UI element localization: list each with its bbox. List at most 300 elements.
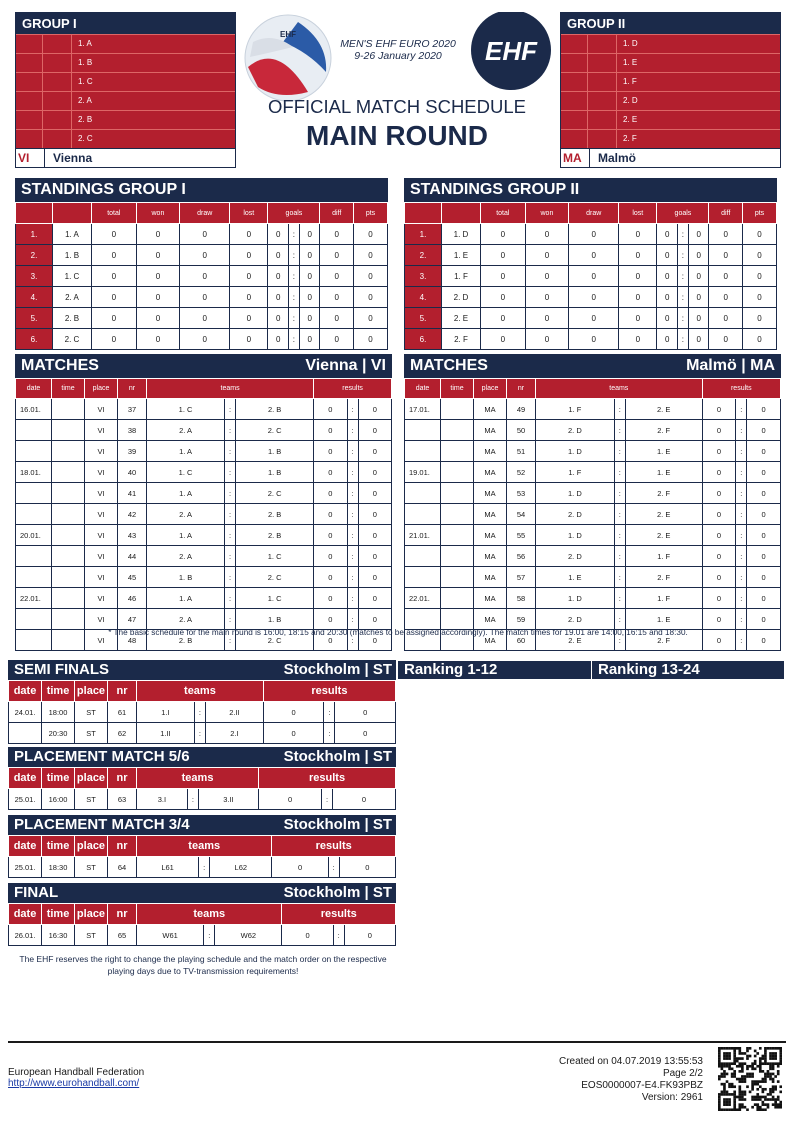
standings-team: 2. C — [53, 329, 92, 350]
match-row — [405, 504, 781, 525]
standings-row — [16, 329, 388, 350]
match-home-score: 0 — [702, 441, 736, 462]
group-team-name: 1. F — [623, 77, 637, 86]
match-score-sep: : — [347, 504, 358, 525]
event-title: MEN'S EHF EURO 2020 — [340, 38, 456, 50]
finals-block — [8, 815, 396, 878]
match-nr: 46 — [118, 588, 147, 609]
standings-rank: 2. — [405, 245, 442, 266]
match-vs-sep: : — [225, 441, 236, 462]
match-place: MA — [474, 525, 507, 546]
disclaimer: The EHF reserves the right to change the playing schedule and the match order on the respective playing days due to TV-transmission requirements! — [19, 954, 387, 976]
standings-total: 0 — [92, 329, 137, 350]
match-place: VI — [85, 546, 118, 567]
standings-rank: 5. — [16, 308, 53, 329]
standings-goals-for: 0 — [268, 224, 288, 245]
standings-diff: 0 — [709, 329, 743, 350]
standings-row — [16, 266, 388, 287]
match-date: 16.01. — [16, 399, 52, 420]
matches-vienna — [15, 354, 392, 651]
standings-pts: 0 — [354, 329, 388, 350]
match-vs-sep: : — [187, 789, 198, 810]
match-header: date — [9, 681, 42, 702]
match-score-sep: : — [736, 504, 747, 525]
standings-rank: 5. — [405, 308, 442, 329]
standings-draw: 0 — [569, 287, 619, 308]
standings-goals-sep: : — [288, 245, 299, 266]
group-team-row — [16, 91, 235, 110]
standings-goals-for: 0 — [657, 266, 677, 287]
match-away-team: 2. B — [236, 525, 314, 546]
match-away-team: 2. C — [236, 630, 314, 651]
standings-goals-against: 0 — [688, 329, 708, 350]
match-away-score: 0 — [747, 546, 781, 567]
group-1-venue: Vienna — [53, 151, 93, 165]
match-nr: 55 — [507, 525, 536, 546]
ranking-13-24: Ranking 13-24 — [592, 661, 784, 679]
match-away-team: 1. C — [236, 546, 314, 567]
match-date — [16, 483, 52, 504]
match-row — [405, 483, 781, 504]
match-score-sep: : — [736, 525, 747, 546]
standings-pts: 0 — [743, 245, 777, 266]
match-header: place — [85, 379, 118, 399]
match-away-team: 2.II — [205, 702, 263, 723]
standings-row — [405, 308, 777, 329]
match-score-sep: : — [736, 546, 747, 567]
standings-won: 0 — [525, 245, 569, 266]
standings-goals-for: 0 — [657, 329, 677, 350]
match-home-score: 0 — [259, 789, 322, 810]
standings-header: goals — [268, 203, 320, 224]
match-vs-sep: : — [194, 702, 205, 723]
standings-pts: 0 — [354, 245, 388, 266]
match-row — [405, 441, 781, 462]
standings-won: 0 — [525, 329, 569, 350]
match-time — [441, 420, 474, 441]
finals-venue: Stockholm | ST — [283, 884, 392, 901]
match-away-team: 1. F — [625, 588, 702, 609]
schedule-heading: OFFICIAL MATCH SCHEDULE — [268, 96, 526, 117]
finals-venue: Stockholm | ST — [283, 816, 392, 833]
match-score-sep: : — [347, 420, 358, 441]
match-vs-sep: : — [614, 441, 625, 462]
standings-total: 0 — [481, 308, 526, 329]
standings-pts: 0 — [354, 266, 388, 287]
match-home-score: 0 — [702, 588, 736, 609]
match-place: VI — [85, 504, 118, 525]
match-home-team: 1. C — [147, 462, 225, 483]
standings-won: 0 — [136, 266, 180, 287]
match-place: MA — [474, 588, 507, 609]
standings-diff: 0 — [709, 224, 743, 245]
match-date — [9, 723, 42, 744]
standings-row — [16, 308, 388, 329]
standings-1-title: STANDINGS GROUP I — [15, 178, 388, 202]
standings-goals-against: 0 — [299, 287, 319, 308]
match-nr: 53 — [507, 483, 536, 504]
standings-team: 1. A — [53, 224, 92, 245]
standings-draw: 0 — [569, 308, 619, 329]
group-team-row — [561, 110, 780, 129]
match-date: 25.01. — [9, 789, 42, 810]
match-home-score: 0 — [702, 525, 736, 546]
standings-diff: 0 — [709, 287, 743, 308]
footer-org: European Handball Federation — [8, 1067, 145, 1078]
standings-team: 1. D — [442, 224, 481, 245]
match-place: ST — [75, 925, 108, 946]
match-away-team: 2. C — [236, 567, 314, 588]
match-vs-sep: : — [225, 588, 236, 609]
match-home-team: 1.I — [137, 702, 195, 723]
standings-diff: 0 — [320, 308, 354, 329]
standings-header: draw — [569, 203, 619, 224]
match-row — [9, 789, 396, 810]
match-place: ST — [75, 723, 108, 744]
match-date: 22.01. — [16, 588, 52, 609]
standings-team: 2. E — [442, 308, 481, 329]
standings-lost: 0 — [230, 224, 268, 245]
match-score-sep: : — [328, 857, 339, 878]
standings-lost: 0 — [230, 308, 268, 329]
standings-header: total — [481, 203, 526, 224]
match-row — [16, 567, 392, 588]
group-2-venue-code: MA — [561, 149, 590, 167]
standings-goals-for: 0 — [268, 245, 288, 266]
standings-row — [16, 287, 388, 308]
match-date — [405, 483, 441, 504]
match-nr: 56 — [507, 546, 536, 567]
match-home-score: 0 — [263, 723, 324, 744]
match-header: date — [405, 379, 441, 399]
standings-header: draw — [180, 203, 230, 224]
footer-version: Version: 2961 — [641, 1092, 703, 1103]
match-date: 25.01. — [9, 857, 42, 878]
match-score-sep: : — [347, 462, 358, 483]
match-away-team: 2. B — [236, 399, 314, 420]
standings-goals-for: 0 — [268, 329, 288, 350]
schedule-note: * The basic schedule for the main round is 16:00, 18:15 and 20:30 (matches to be assigned accordingly). The match times for 19.01 are 14:00, 16:15 and 18:30. — [108, 628, 688, 637]
match-vs-sep: : — [225, 609, 236, 630]
match-vs-sep: : — [204, 925, 215, 946]
match-nr: 58 — [507, 588, 536, 609]
match-place: ST — [75, 789, 108, 810]
finals-block — [8, 660, 396, 744]
match-header: time — [42, 836, 75, 857]
match-header: results — [314, 379, 392, 399]
match-nr: 60 — [507, 630, 536, 651]
standings-rank: 1. — [16, 224, 53, 245]
match-nr: 38 — [118, 420, 147, 441]
standings-total: 0 — [92, 287, 137, 308]
match-row — [16, 588, 392, 609]
standings-lost: 0 — [619, 245, 657, 266]
match-away-score: 0 — [747, 567, 781, 588]
match-home-score: 0 — [272, 857, 328, 878]
match-vs-sep: : — [225, 567, 236, 588]
standings-diff: 0 — [320, 266, 354, 287]
standings-rank: 4. — [16, 287, 53, 308]
match-score-sep: : — [736, 441, 747, 462]
match-nr: 45 — [118, 567, 147, 588]
match-score-sep: : — [347, 630, 358, 651]
standings-diff: 0 — [320, 287, 354, 308]
match-home-team: 2. D — [536, 420, 615, 441]
match-header: teams — [137, 904, 282, 925]
match-nr: 52 — [507, 462, 536, 483]
standings-team: 1. E — [442, 245, 481, 266]
footer-url-link[interactable]: http://www.eurohandball.com/ — [8, 1078, 140, 1089]
group-team-name: 1. A — [78, 39, 92, 48]
match-date — [405, 567, 441, 588]
group-team-row — [16, 110, 235, 129]
match-time: 16:00 — [42, 789, 75, 810]
match-nr: 39 — [118, 441, 147, 462]
group-team-row — [561, 53, 780, 72]
match-home-score: 0 — [702, 630, 736, 651]
standings-team: 2. B — [53, 308, 92, 329]
match-time — [441, 567, 474, 588]
group-team-row — [16, 129, 235, 148]
match-score-sep: : — [736, 588, 747, 609]
match-home-score: 0 — [702, 399, 736, 420]
standings-pts: 0 — [354, 287, 388, 308]
match-place: VI — [85, 588, 118, 609]
event-header — [238, 12, 556, 162]
match-home-team: 2. B — [147, 630, 225, 651]
match-home-score: 0 — [314, 504, 347, 525]
standings-total: 0 — [481, 224, 526, 245]
standings-goals-sep: : — [677, 287, 688, 308]
standings-draw: 0 — [180, 329, 230, 350]
standings-row — [405, 224, 777, 245]
match-nr: 43 — [118, 525, 147, 546]
match-vs-sep: : — [614, 609, 625, 630]
match-away-score: 0 — [747, 462, 781, 483]
match-row — [405, 588, 781, 609]
ehf-badge-icon — [471, 12, 551, 90]
match-away-team: 2. C — [236, 420, 314, 441]
group-1-title: GROUP I — [16, 13, 235, 34]
group-team-name: 2. D — [623, 96, 638, 105]
standings-lost: 0 — [230, 287, 268, 308]
standings-total: 0 — [92, 245, 137, 266]
match-away-score: 0 — [358, 588, 391, 609]
standings-won: 0 — [525, 287, 569, 308]
standings-team: 2. A — [53, 287, 92, 308]
match-header: results — [282, 904, 396, 925]
standings-header: total — [92, 203, 137, 224]
standings-goals-against: 0 — [688, 245, 708, 266]
match-score-sep: : — [322, 789, 333, 810]
match-away-score: 0 — [747, 420, 781, 441]
standings-row — [405, 287, 777, 308]
standings-header: pts — [354, 203, 388, 224]
matches-1-venue: Vienna | VI — [305, 357, 386, 374]
match-away-team: 2.I — [205, 723, 263, 744]
match-place: MA — [474, 420, 507, 441]
match-home-team: 1. F — [536, 399, 615, 420]
group-team-row — [16, 53, 235, 72]
match-time: 20:30 — [42, 723, 75, 744]
standings-rank: 6. — [405, 329, 442, 350]
match-score-sep: : — [347, 546, 358, 567]
match-away-team: 2. B — [236, 504, 314, 525]
match-header: time — [42, 904, 75, 925]
standings-goals-for: 0 — [268, 308, 288, 329]
match-place: VI — [85, 567, 118, 588]
match-date: 20.01. — [16, 525, 52, 546]
standings-team: 1. C — [53, 266, 92, 287]
match-place: VI — [85, 609, 118, 630]
match-date — [16, 420, 52, 441]
match-home-team: 1. C — [147, 399, 225, 420]
standings-pts: 0 — [743, 287, 777, 308]
match-header: date — [9, 768, 42, 789]
match-score-sep: : — [736, 567, 747, 588]
match-vs-sep: : — [225, 546, 236, 567]
match-away-team: 2. E — [625, 504, 702, 525]
standings-diff: 0 — [320, 245, 354, 266]
match-away-team: 2. F — [625, 420, 702, 441]
match-home-score: 0 — [314, 588, 347, 609]
standings-goals-for: 0 — [657, 308, 677, 329]
match-place: VI — [85, 420, 118, 441]
group-2-venue: Malmö — [598, 151, 637, 165]
standings-goals-sep: : — [677, 266, 688, 287]
match-home-team: 1. A — [147, 525, 225, 546]
match-home-score: 0 — [314, 567, 347, 588]
match-away-team: L62 — [210, 857, 272, 878]
matches-malmo — [404, 354, 781, 651]
match-row — [405, 399, 781, 420]
match-header: teams — [137, 681, 264, 702]
standings-team: 2. D — [442, 287, 481, 308]
match-place: ST — [75, 702, 108, 723]
match-row — [16, 441, 392, 462]
match-place: MA — [474, 483, 507, 504]
match-header: teams — [536, 379, 703, 399]
match-away-score: 0 — [358, 441, 391, 462]
match-home-team: 1. D — [536, 483, 615, 504]
match-place: VI — [85, 399, 118, 420]
match-home-team: W61 — [137, 925, 204, 946]
match-score-sep: : — [347, 441, 358, 462]
match-header: results — [263, 681, 395, 702]
match-away-score: 0 — [358, 399, 391, 420]
standings-goals-for: 0 — [268, 287, 288, 308]
group-team-row — [561, 34, 780, 53]
match-away-team: 2. F — [625, 567, 702, 588]
standings-diff: 0 — [709, 266, 743, 287]
group-1-box — [15, 12, 236, 168]
match-time — [52, 588, 85, 609]
match-away-score: 0 — [747, 630, 781, 651]
finals-title: PLACEMENT MATCH 3/4 — [14, 816, 190, 833]
matches-2-venue: Malmö | MA — [686, 357, 775, 374]
standings-won: 0 — [136, 308, 180, 329]
standings-won: 0 — [525, 266, 569, 287]
match-score-sep: : — [347, 525, 358, 546]
match-home-score: 0 — [314, 462, 347, 483]
match-date: 18.01. — [16, 462, 52, 483]
standings-team: 1. B — [53, 245, 92, 266]
match-row — [16, 504, 392, 525]
group-team-name: 2. B — [78, 115, 93, 124]
group-team-row — [561, 72, 780, 91]
group-team-name: 1. C — [78, 77, 93, 86]
match-time — [52, 441, 85, 462]
standings-lost: 0 — [230, 245, 268, 266]
match-away-team: 2. F — [625, 483, 702, 504]
match-row — [9, 857, 396, 878]
match-date: 22.01. — [405, 588, 441, 609]
standings-goals-against: 0 — [299, 266, 319, 287]
match-away-score: 0 — [339, 857, 395, 878]
finals-block — [8, 883, 396, 946]
match-header: date — [9, 836, 42, 857]
match-header: place — [474, 379, 507, 399]
match-vs-sep: : — [614, 399, 625, 420]
event-dates: 9-26 January 2020 — [354, 50, 442, 62]
match-score-sep: : — [736, 420, 747, 441]
match-header: nr — [108, 904, 137, 925]
match-nr: 50 — [507, 420, 536, 441]
standings-goals-sep: : — [677, 308, 688, 329]
match-away-team: 1. C — [236, 588, 314, 609]
group-team-row — [16, 34, 235, 53]
group-team-name: 2. E — [623, 115, 638, 124]
match-header: nr — [118, 379, 147, 399]
match-nr: 40 — [118, 462, 147, 483]
standings-goals-against: 0 — [688, 224, 708, 245]
standings-draw: 0 — [180, 224, 230, 245]
match-vs-sep: : — [614, 462, 625, 483]
match-away-team: 2. E — [625, 399, 702, 420]
match-away-team: 2. E — [625, 525, 702, 546]
standings-total: 0 — [481, 329, 526, 350]
match-home-score: 0 — [314, 525, 347, 546]
match-home-team: 3.I — [137, 789, 188, 810]
match-nr: 41 — [118, 483, 147, 504]
match-place: MA — [474, 567, 507, 588]
match-date — [16, 567, 52, 588]
match-time — [52, 483, 85, 504]
standings-pts: 0 — [743, 266, 777, 287]
standings-goals-against: 0 — [299, 245, 319, 266]
match-header: time — [441, 379, 474, 399]
match-home-team: 1.II — [137, 723, 195, 744]
match-nr: 62 — [108, 723, 137, 744]
standings-goals-sep: : — [288, 224, 299, 245]
match-header: nr — [507, 379, 536, 399]
match-row — [405, 420, 781, 441]
standings-draw: 0 — [569, 266, 619, 287]
standings-row — [405, 245, 777, 266]
match-home-score: 0 — [263, 702, 324, 723]
match-home-team: 1. D — [536, 441, 615, 462]
group-team-row — [561, 91, 780, 110]
standings-group-1 — [15, 178, 388, 350]
match-home-team: 1. A — [147, 483, 225, 504]
finals-title: FINAL — [14, 884, 59, 901]
match-away-score: 0 — [358, 462, 391, 483]
match-home-score: 0 — [314, 420, 347, 441]
match-vs-sep: : — [614, 567, 625, 588]
match-home-team: 1. F — [536, 462, 615, 483]
standings-pts: 0 — [354, 224, 388, 245]
group-team-name: 2. F — [623, 134, 637, 143]
